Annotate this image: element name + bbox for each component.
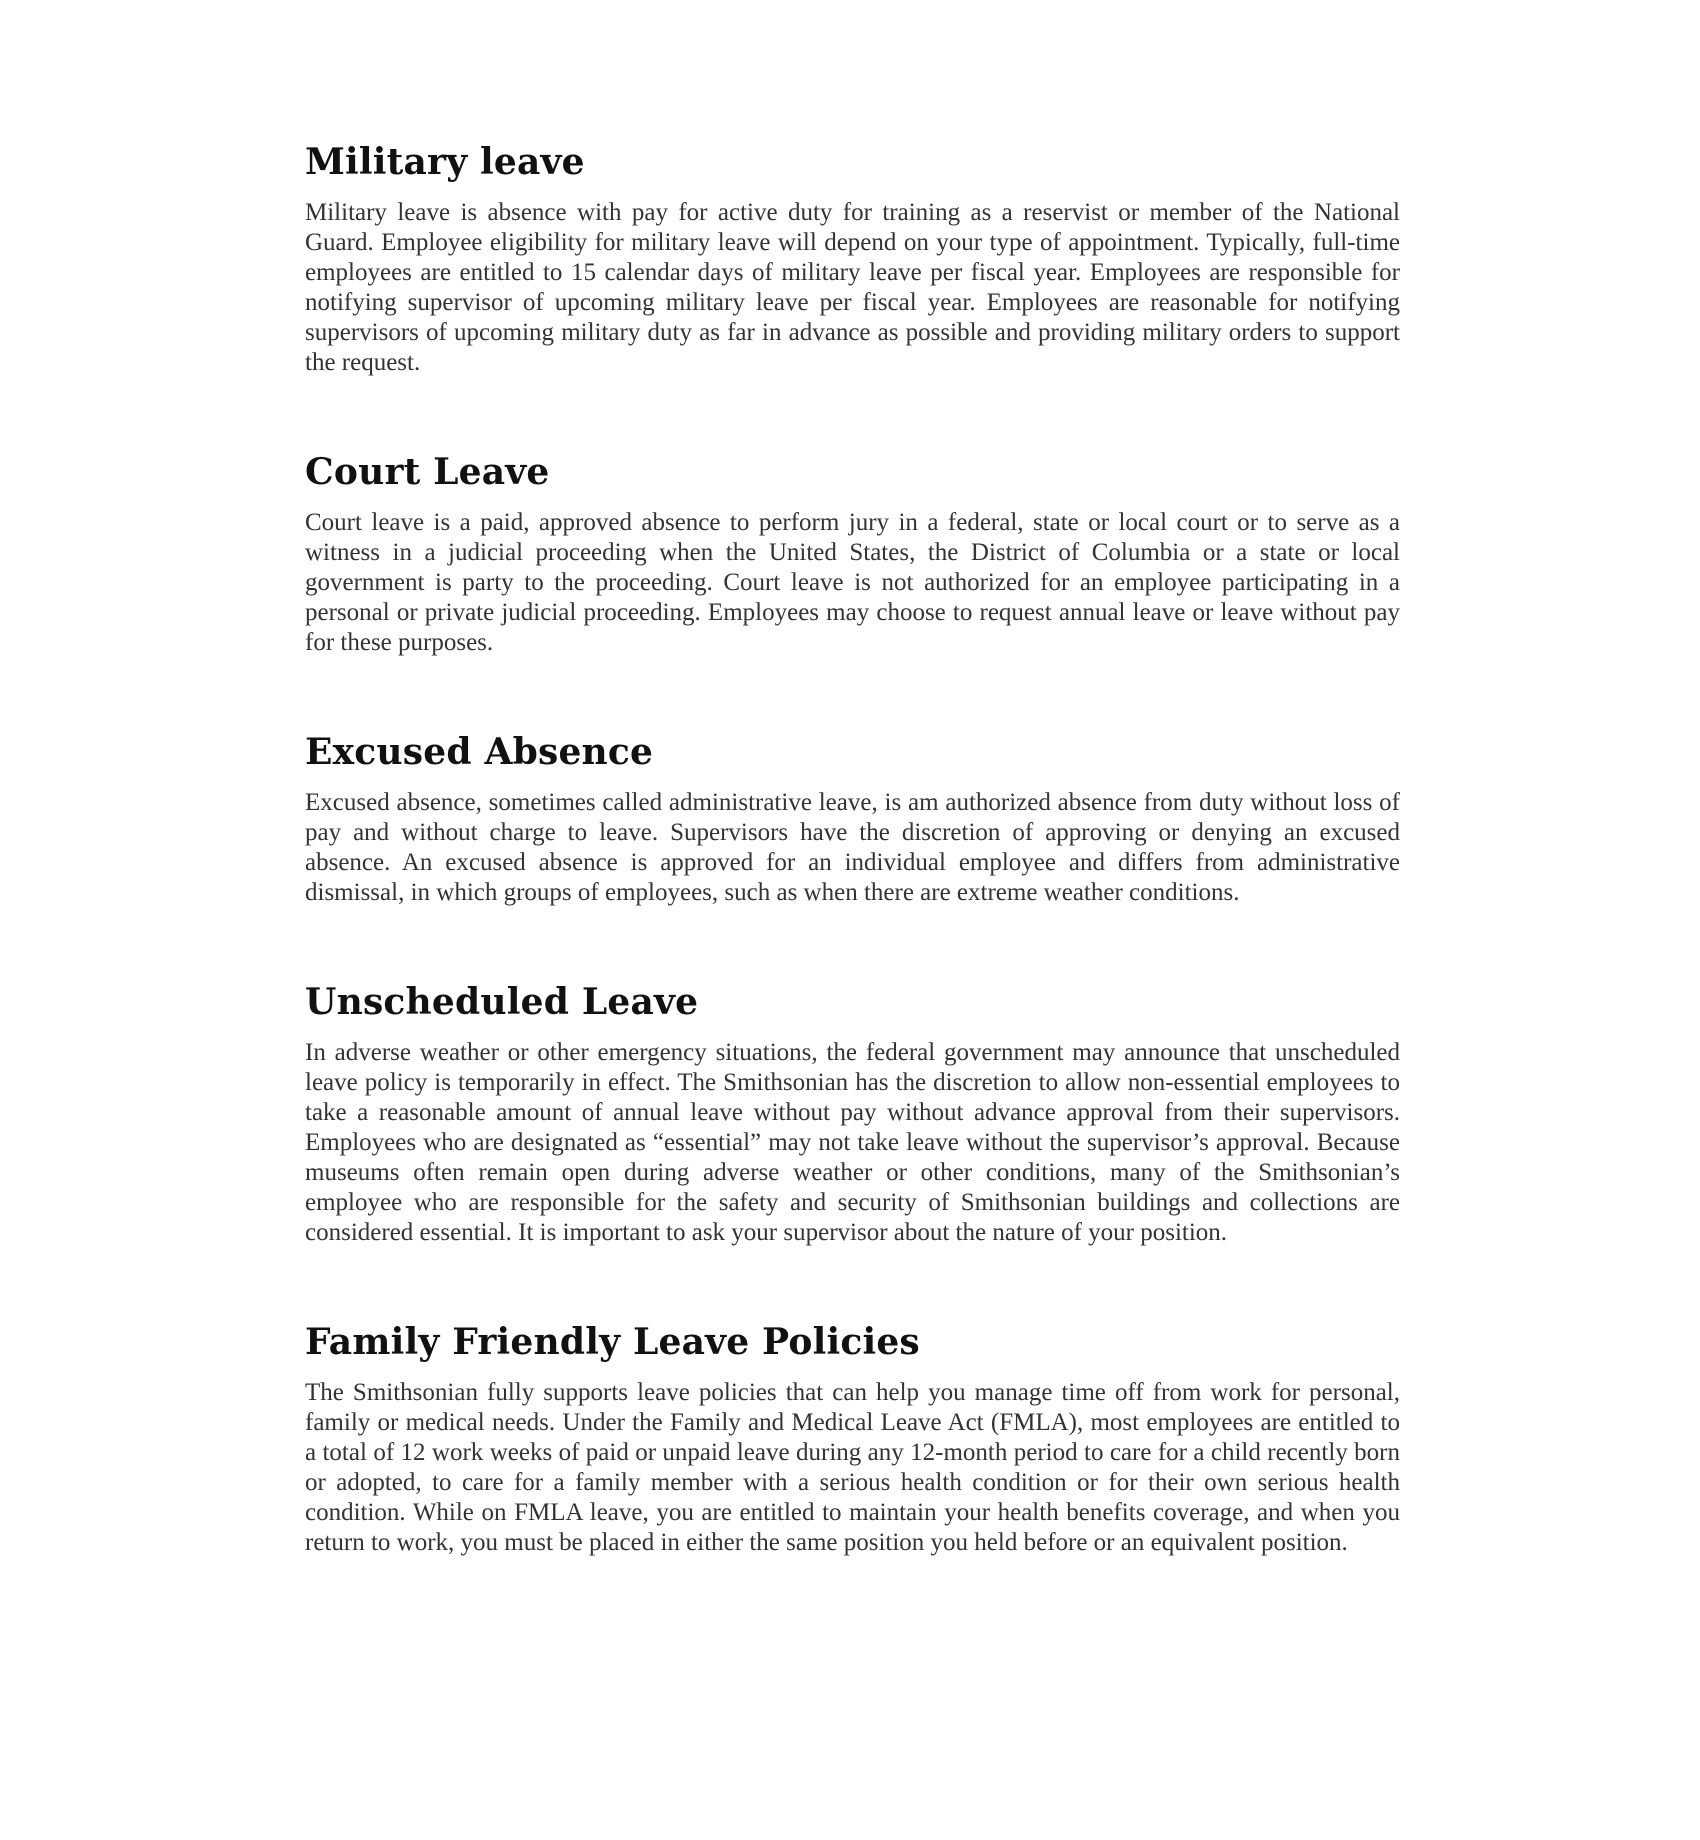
section-heading: Family Friendly Leave Policies [305, 1321, 920, 1363]
section-heading: Military leave [305, 141, 585, 183]
section-heading: Excused Absence [305, 731, 654, 773]
section-unscheduled-leave [305, 978, 1400, 1248]
section-body: Military leave is absence with pay for active duty for training as a reservist or member of the National Guard. Employee eligibility for military leave will depend on your type of appointment. Typically, full-time employees are entitled to 15 calendar days of military leave per fiscal year. Employees are responsible for notifying supervisor of upcoming military leave per fiscal year. Employees are reasonable for notifying supervisors of upcoming military duty as far in advance as possible and providing military orders to support the request. [305, 199, 1400, 376]
section-excused-absence [305, 728, 1400, 908]
page-content [305, 138, 1400, 1558]
section-body: The Smithsonian fully supports leave policies that can help you manage time off from work for personal, family or medical needs. Under the Family and Medical Leave Act (FMLA), most employees are entitled to a total of 12 work weeks of paid or unpaid leave during any 12-month period to care for a child recently born or adopted, to care for a family member with a serious health condition or for their own serious health condition. While on FMLA leave, you are entitled to maintain your health benefits coverage, and when you return to work, you must be placed in either the same position you held before or an equivalent position. [305, 1379, 1400, 1556]
section-body: In adverse weather or other emergency situations, the federal government may announce that unscheduled leave policy is temporarily in effect. The Smithsonian has the discretion to allow non-essential employees to take a reasonable amount of annual leave without pay without advance approval from their supervisors. Employees who are designated as “essential” may not take leave without the supervisor’s approval. Because museums often remain open during adverse weather or other conditions, many of the Smithsonian’s employee who are responsible for the safety and security of Smithsonian buildings and collections are considered essential. It is important to ask your supervisor about the nature of your position. [305, 1039, 1400, 1246]
section-court-leave [305, 448, 1400, 658]
section-military-leave [305, 138, 1400, 378]
section-heading: Unscheduled Leave [305, 981, 699, 1023]
section-family-friendly-leave [305, 1318, 1400, 1558]
section-body: Court leave is a paid, approved absence to perform jury in a federal, state or local court or to serve as a witness in a judicial proceeding when the United States, the District of Columbia or a state or local government is party to the proceeding. Court leave is not authorized for an employee participating in a personal or private judicial proceeding. Employees may choose to request annual leave or leave without pay for these purposes. [305, 509, 1400, 656]
section-body: Excused absence, sometimes called administrative leave, is am authorized absence from duty without loss of pay and without charge to leave. Supervisors have the discretion of approving or denying an excused absence. An excused absence is approved for an individual employee and differs from administrative dismissal, in which groups of employees, such as when there are extreme weather conditions. [305, 789, 1400, 906]
section-heading: Court Leave [305, 451, 550, 493]
